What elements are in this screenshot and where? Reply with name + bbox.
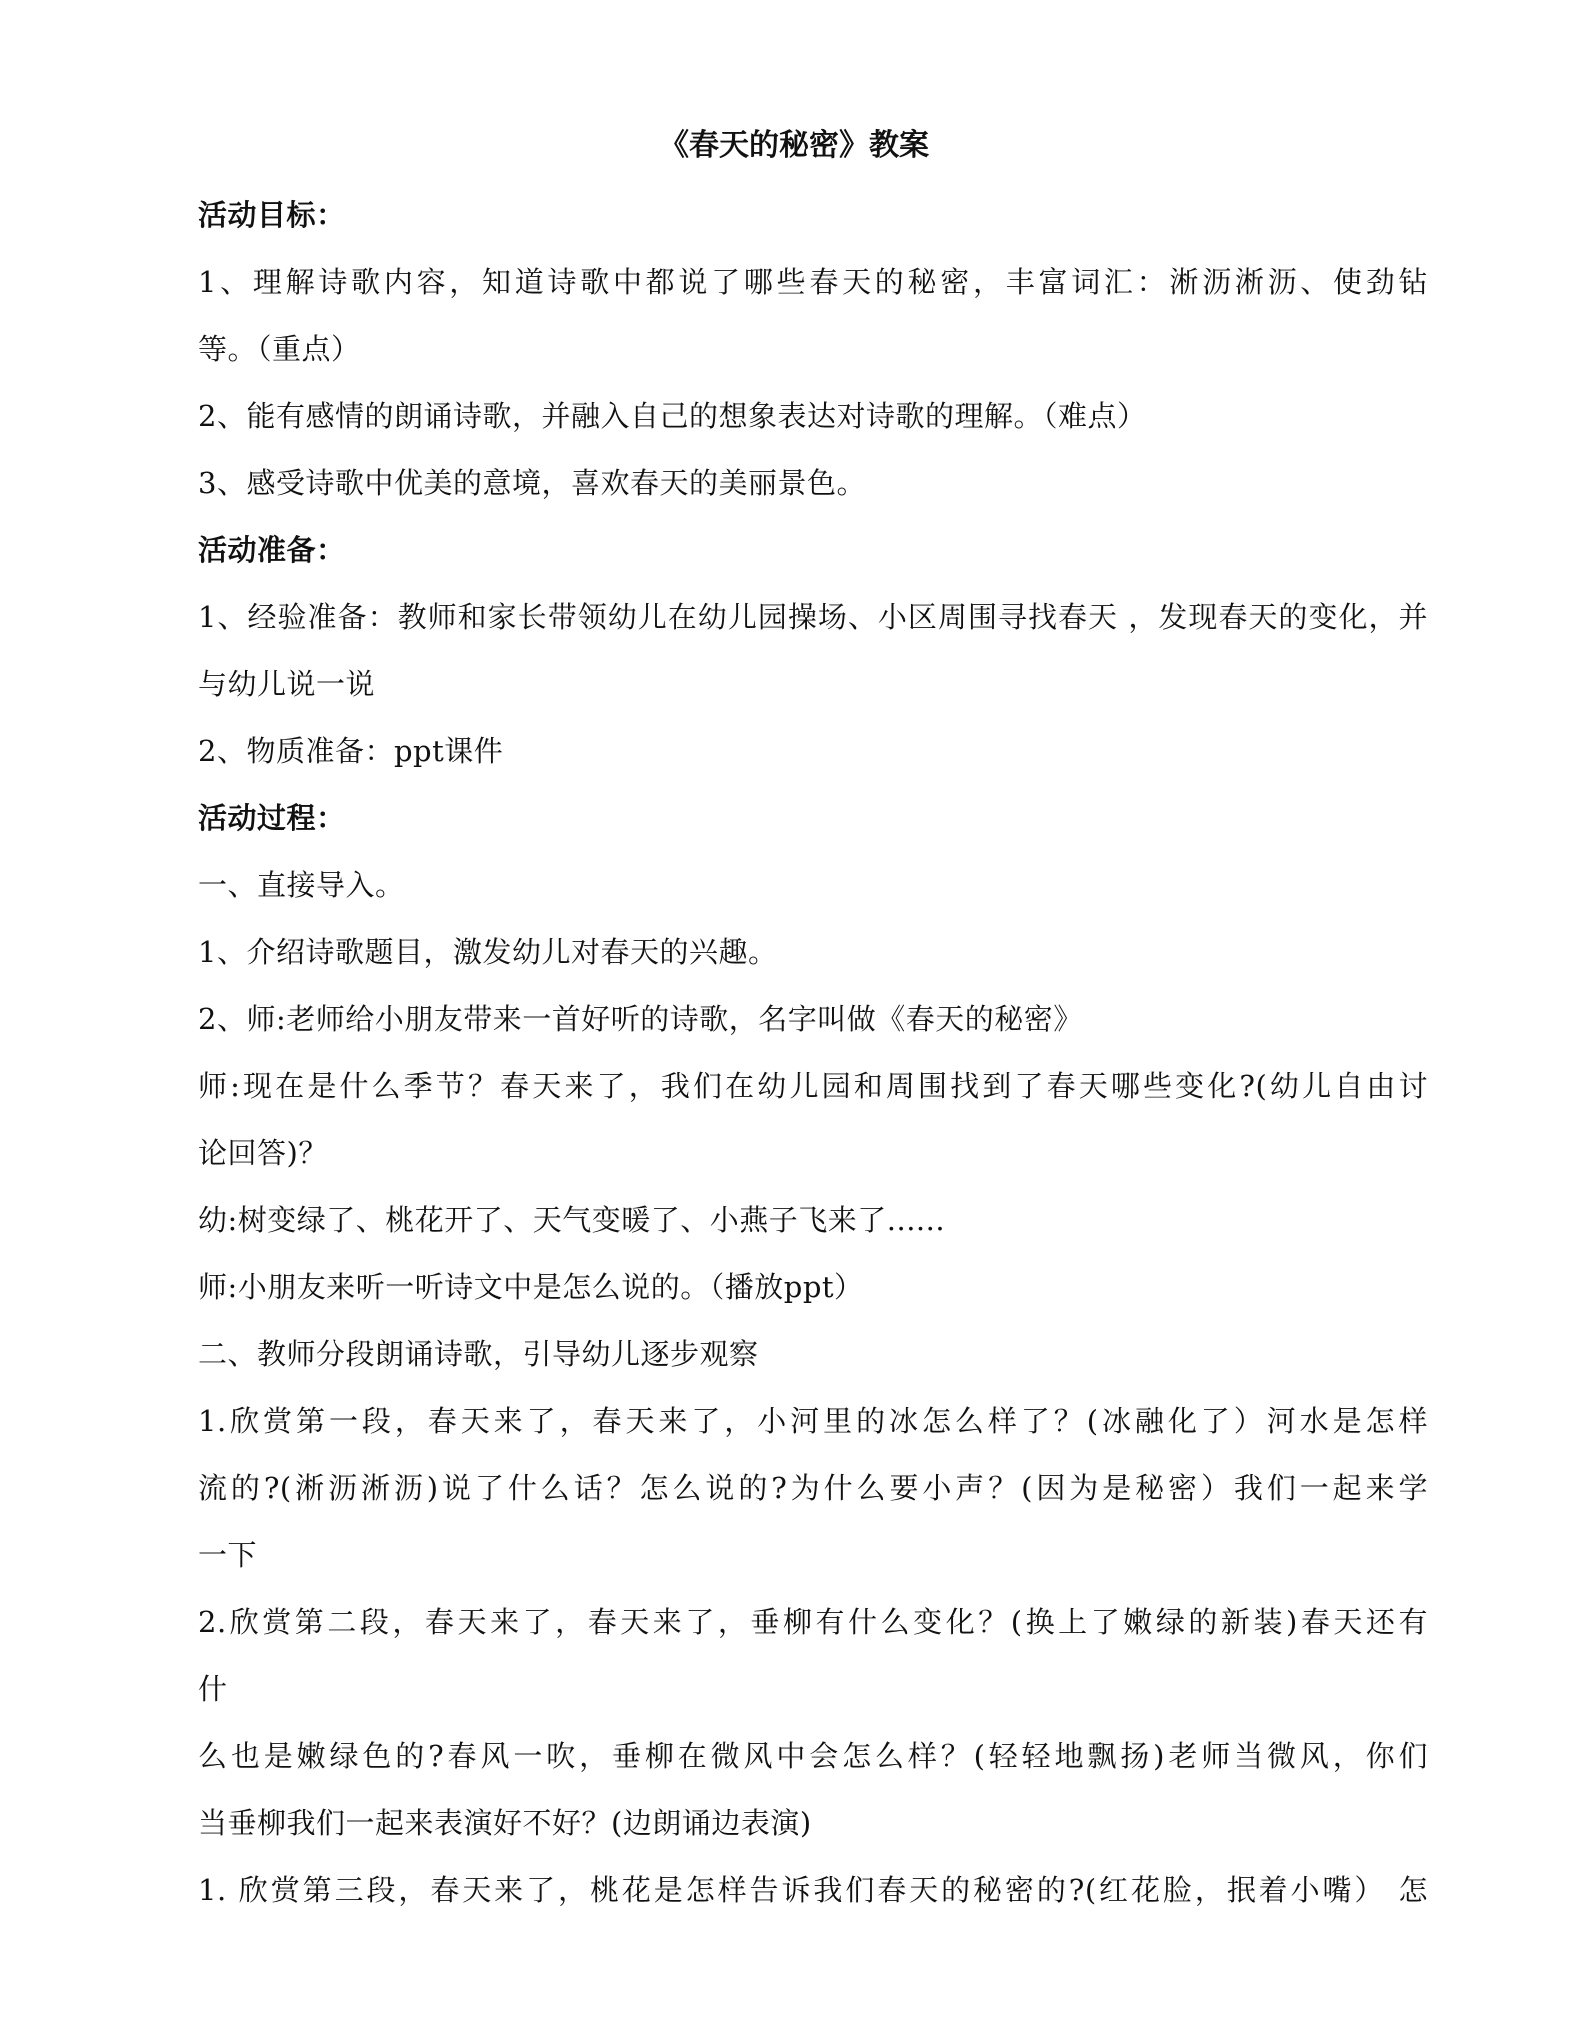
paragraph-line: 流的?(淅沥淅沥)说了什么话？怎么说的?为什么要小声？(因为是秘密）我们一起来学	[198, 1471, 1428, 1505]
paragraph-line: 等。（重点）	[198, 332, 361, 366]
paragraph-line: 当垂柳我们一起来表演好不好？(边朗诵边表演)	[198, 1806, 812, 1840]
paragraph-line: 1、介绍诗歌题目，激发幼儿对春天的兴趣。	[198, 935, 778, 969]
paragraph-line: 么也是嫩绿色的?春风一吹，垂柳在微风中会怎么样？(轻轻地飘扬)老师当微风，你们	[198, 1739, 1428, 1773]
paragraph-line: 一下	[198, 1538, 258, 1572]
section-heading-preparation: 活动准备：	[198, 533, 346, 567]
paragraph-line: 论回答)？	[198, 1136, 328, 1170]
paragraph-line: 2、师:老师给小朋友带来一首好听的诗歌，名字叫做《春天的秘密》	[198, 1002, 1083, 1036]
paragraph-line: 一、直接导入。	[198, 868, 405, 902]
paragraph-line: 1、经验准备：教师和家长带领幼儿在幼儿园操场、小区周围寻找春天 ，发现春天的变化，并	[198, 600, 1428, 634]
paragraph-line: 1、理解诗歌内容，知道诗歌中都说了哪些春天的秘密，丰富词汇：淅沥淅沥、使劲钻	[198, 265, 1428, 299]
paragraph-line: 2、物质准备：ppt课件	[198, 734, 504, 768]
paragraph-line: 师:小朋友来听一听诗文中是怎么说的。（播放ppt）	[198, 1270, 864, 1304]
paragraph-line: 2、能有感情的朗诵诗歌，并融入自己的想象表达对诗歌的理解。（难点）	[198, 399, 1147, 433]
paragraph-line: 幼:树变绿了、桃花开了、天气变暖了、小燕子飞来了......	[198, 1203, 946, 1237]
paragraph-line: 二、教师分段朗诵诗歌，引导幼儿逐步观察	[198, 1337, 759, 1371]
paragraph-line: 与幼儿说一说	[198, 667, 376, 701]
document-title: 《春天的秘密》教案	[659, 128, 929, 163]
paragraph-line: 2.欣赏第二段，春天来了，春天来了，垂柳有什么变化？(换上了嫩绿的新装)春天还有	[198, 1605, 1428, 1639]
paragraph-line: 师:现在是什么季节？春天来了，我们在幼儿园和周围找到了春天哪些变化?(幼儿自由讨	[198, 1069, 1428, 1103]
paragraph-line: 1.欣赏第一段，春天来了，春天来了，小河里的冰怎么样了？(冰融化了）河水是怎样	[198, 1404, 1428, 1438]
section-heading-process: 活动过程：	[198, 801, 346, 835]
section-heading-objectives: 活动目标：	[198, 198, 346, 232]
paragraph-line: 3、感受诗歌中优美的意境，喜欢春天的美丽景色。	[198, 466, 866, 500]
paragraph-line: 什	[198, 1672, 228, 1706]
paragraph-line: 1. 欣赏第三段，春天来了，桃花是怎样告诉我们春天的秘密的?(红花脸，抿着小嘴） 怎	[198, 1873, 1428, 1907]
